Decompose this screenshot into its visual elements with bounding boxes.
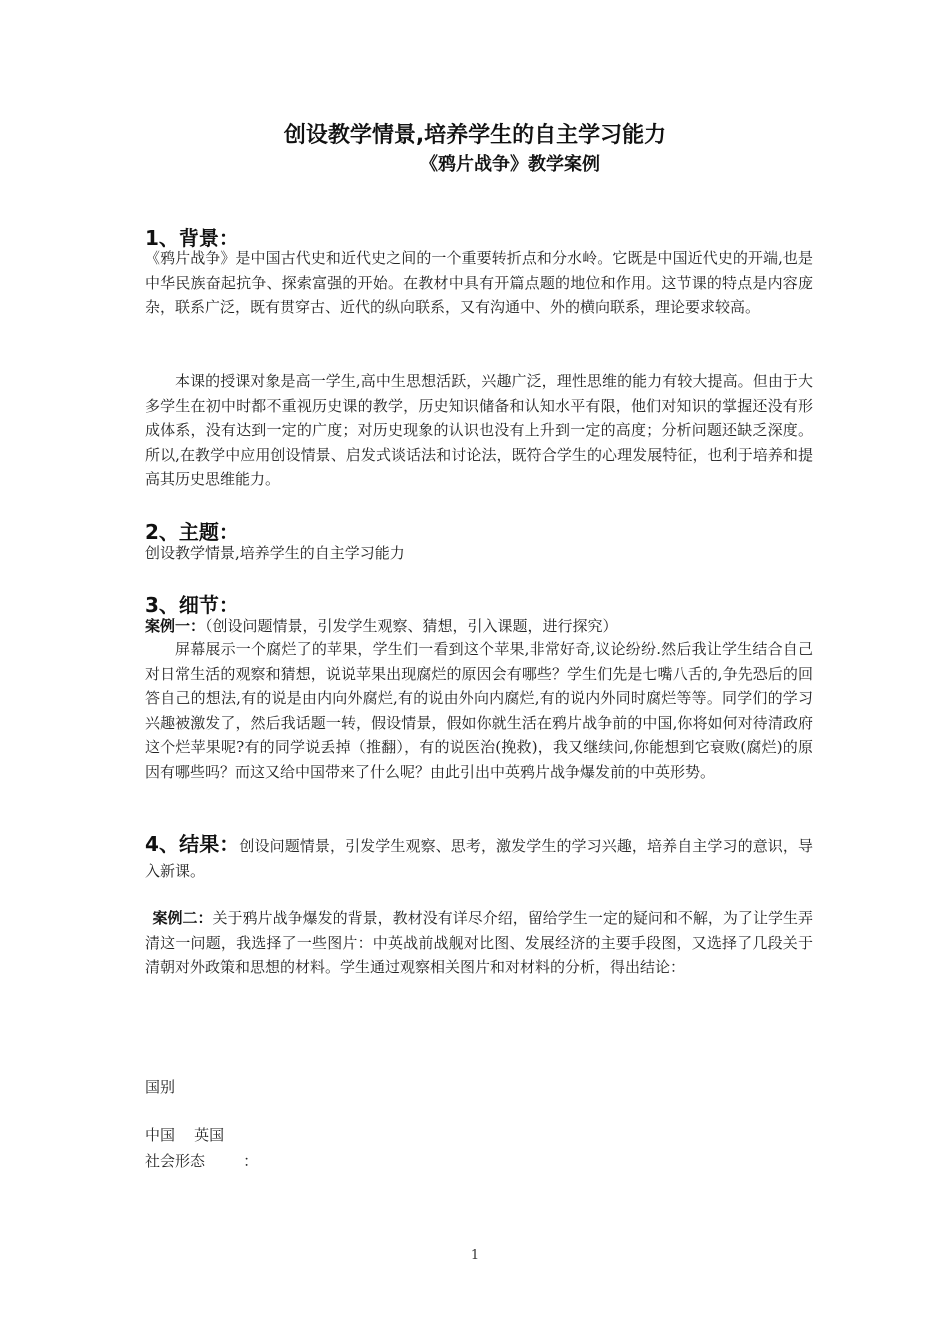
case-1-title: （创设问题情景，引发学生观察、猜想，引入课题，进行探究）: [205, 617, 618, 635]
case-2-text: 关于鸦片战争爆发的背景，教材没有详尽介绍，留给学生一定的疑问和不解，为了让学生弄清这一问题，我选择了一些图片：中英战前战舰对比图、发展经济的主要手段图，又选择了几段关于清朝对外政策和思想的材料。学生通过观察相关图片和对材料的分析，得出结论：: [145, 909, 813, 976]
table-social-form: 社会形态 ：: [145, 1152, 259, 1170]
document-title: 创设教学情景,培养学生的自主学习能力: [283, 123, 667, 148]
case-2: [145, 906, 813, 980]
section-4-text: 创设问题情景，引发学生观察、思考，激发学生的学习兴趣，培养自主学习的意识，导入新课。: [145, 837, 813, 880]
section-3-heading: 3、细节：: [145, 593, 239, 617]
section-1-paragraph-2: 本课的授课对象是高一学生,高中生思想活跃，兴趣广泛，理性思维的能力有较大提高。但由于大多学生在初中时都不重视历史课的教学，历史知识储备和认知水平有限，他们对知识的掌握还没有形成体系，没有达到一定的广度；对历史现象的认识也没有上升到一定的高度；分析问题还缺乏深度。所以,在教学中应用创设情景、启发式谈话法和讨论法，既符合学生的心理发展特征，也利于培养和提高其历史思维能力。: [145, 372, 813, 488]
case-2-label: 案例二：: [152, 909, 213, 927]
section-1-paragraph-1: 《鸦片战争》是中国古代史和近代史之间的一个重要转折点和分水岭。它既是中国近代史的开端,也是中华民族奋起抗争、探索富强的开始。在教材中具有开篇点题的地位和作用。这节课的特点是内容庞杂，联系广泛，既有贯穿古、近代的纵向联系，又有沟通中、外的横向联系，理论要求较高。: [145, 249, 813, 316]
section-1-heading: 1、背景：: [145, 226, 239, 250]
table-row-label: 国别: [145, 1078, 176, 1096]
section-4: [145, 832, 813, 883]
case-1-header: [145, 614, 813, 639]
table-countries: 中国 英国: [145, 1126, 225, 1144]
page-number: 1: [470, 1248, 480, 1263]
section-2-heading: 2、主题：: [145, 520, 239, 544]
section-2-text: 创设教学情景,培养学生的自主学习能力: [145, 544, 405, 562]
case-1-body: 屏幕展示一个腐烂了的苹果，学生们一看到这个苹果,非常好奇,议论纷纷.然后我让学生结合自己对日常生活的观察和猜想，说说苹果出现腐烂的原因会有哪些？学生们先是七嘴八舌的,争先恐后的回答自己的想法,有的说是由内向外腐烂,有的说由外向内腐烂,有的说内外同时腐烂等等。同学们的学习兴趣被激发了，然后我话题一转，假设情景，假如你就生活在鸦片战争前的中国,你将如何对待清政府这个烂苹果呢?有的同学说丢掉（推翻），有的说医治(挽救)，我又继续问,你能想到它衰败(腐烂)的原因有哪些吗？而这又给中国带来了什么呢？由此引出中英鸦片战争爆发前的中英形势。: [145, 640, 813, 781]
section-4-heading: 4、结果：: [145, 832, 240, 856]
document-subtitle: 《鸦片战争》教学案例: [420, 154, 600, 175]
case-1-label: 案例一：: [145, 617, 206, 635]
